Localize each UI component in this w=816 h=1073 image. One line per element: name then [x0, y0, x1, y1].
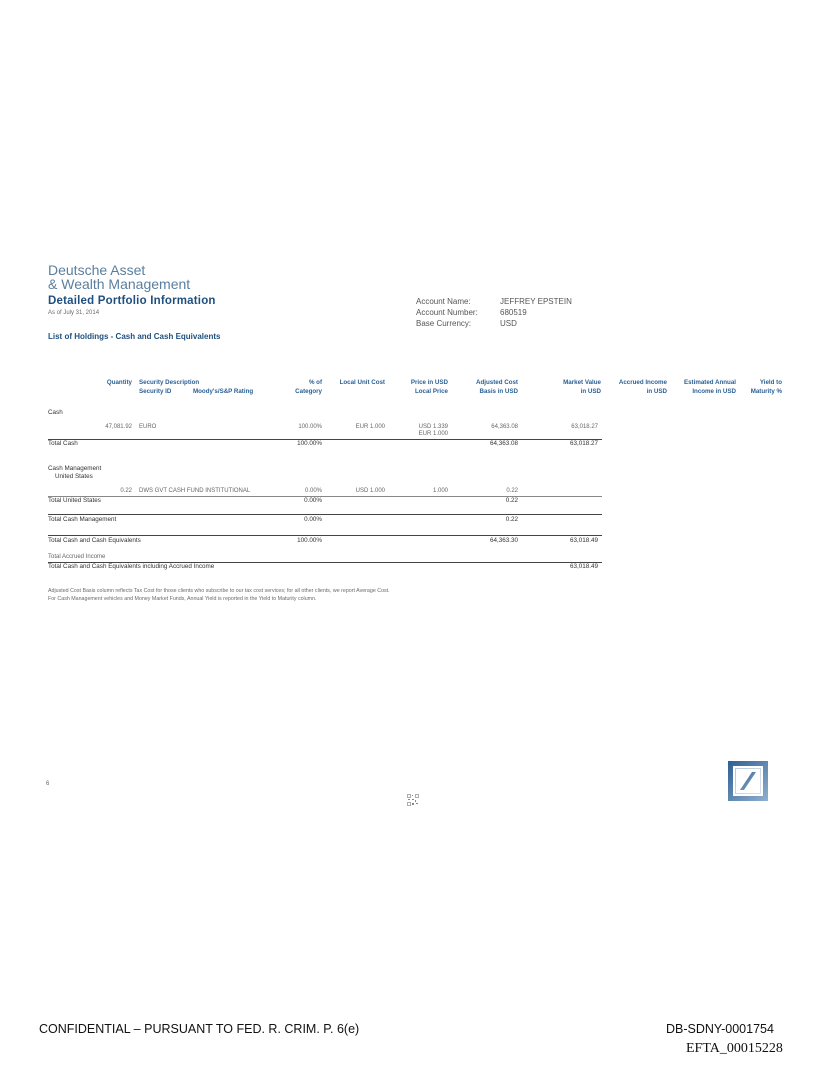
- subsection-united-states: United States: [55, 473, 93, 480]
- header-pct-2: Category: [295, 388, 322, 395]
- rule-total-us: [48, 496, 602, 497]
- total-cash-management-pct: 0.00%: [304, 516, 322, 523]
- bates-number-db: DB-SDNY-0001754: [666, 1022, 774, 1036]
- cell-pct: 100.00%: [298, 424, 322, 430]
- cell-quantity: 47,081.92: [105, 424, 132, 430]
- account-number-label: Account Number:: [416, 308, 478, 317]
- cell-adjusted-cost: 64,363.08: [491, 424, 518, 430]
- brand-line-1: Deutsche Asset: [48, 262, 146, 278]
- header-security-id: Security ID: [139, 388, 172, 395]
- total-cash-adjusted: 64,363.08: [489, 440, 518, 447]
- grand-total-adjusted: 64,363.30: [489, 537, 518, 544]
- header-local-unit-cost: Local Unit Cost: [339, 379, 385, 386]
- account-number-value: 680519: [500, 308, 527, 317]
- qr-code-icon: [407, 793, 419, 805]
- header-security-description: Security Description: [139, 379, 200, 386]
- header-adjusted-cost: Adjusted Cost: [476, 379, 518, 386]
- cell-pct: 0.00%: [304, 488, 322, 494]
- total-cash-management-adjusted: 0.22: [505, 516, 518, 523]
- brand-logotype: [48, 263, 190, 291]
- cell-quantity: 0.22: [120, 488, 132, 494]
- base-currency-label: Base Currency:: [416, 319, 472, 328]
- footnote-adjusted-cost: Adjusted Cost Basis column reflects Tax Cost for those clients who subscribe to our tax cost services; for all other clients, we report Average Cost.: [48, 588, 390, 594]
- total-us-adjusted: 0.22: [505, 497, 518, 504]
- total-us-label: Total United States: [48, 497, 101, 504]
- header-accrued-income: Accrued Income: [618, 379, 667, 386]
- rule-total-cash: [48, 439, 602, 440]
- cell-local-price: EUR 1.000: [418, 431, 448, 437]
- grand-total-label: Total Cash and Cash Equivalents: [48, 537, 141, 544]
- cell-description: EURO: [139, 424, 157, 430]
- cell-local-unit-cost: USD 1.000: [355, 488, 385, 494]
- cell-local-unit-cost: EUR 1.000: [355, 424, 385, 430]
- as-of-date: As of July 31, 2014: [48, 310, 100, 316]
- cell-description: DWS GVT CASH FUND INSTITUTIONAL: [139, 488, 251, 494]
- account-name-label: Account Name:: [416, 297, 471, 306]
- header-local-price: Local Price: [414, 388, 448, 395]
- header-est-annual: Estimated Annual: [683, 379, 736, 386]
- accrued-income-label: Total Accrued Income: [48, 554, 106, 560]
- account-name-value: JEFFREY EPSTEIN: [500, 297, 572, 306]
- header-rating: Moody's/S&P Rating: [193, 388, 254, 395]
- total-cash-label: Total Cash: [48, 440, 78, 447]
- header-pct-1: % of: [308, 379, 322, 386]
- header-income-usd: Income in USD: [692, 388, 736, 395]
- list-title: List of Holdings - Cash and Cash Equivalents: [48, 332, 221, 341]
- account-info: [416, 296, 572, 329]
- cell-market-value: 63,018.27: [571, 424, 598, 430]
- cell-price: 1.000: [432, 488, 448, 494]
- page-number: 6: [46, 781, 50, 787]
- cell-adjusted-cost: 0.22: [506, 488, 518, 494]
- header-quantity: Quantity: [106, 379, 132, 386]
- rule-grand-total: [48, 535, 602, 536]
- footnote-cash-management: For Cash Management vehicles and Money Market Funds, Annual Yield is reported in the Yield to Maturity column.: [48, 596, 317, 602]
- header-basis-usd: Basis in USD: [479, 388, 518, 395]
- header-yield-to: Yield to: [759, 379, 782, 386]
- total-us-pct: 0.00%: [304, 497, 322, 504]
- page-title: Detailed Portfolio Information: [48, 295, 216, 307]
- header-maturity: Maturity %: [750, 388, 782, 395]
- header-market-value: Market Value: [563, 379, 601, 386]
- base-currency-value: USD: [500, 319, 517, 328]
- cell-price-usd: USD 1.339: [418, 424, 448, 430]
- including-accrued-label: Total Cash and Cash Equivalents including Accrued Income: [48, 563, 215, 570]
- confidential-notice: CONFIDENTIAL – PURSUANT TO FED. R. CRIM. P. 6(e): [39, 1022, 360, 1036]
- header-price-usd: Price in USD: [410, 379, 448, 386]
- grand-total-pct: 100.00%: [297, 537, 322, 544]
- rule-total-cash-management: [48, 514, 602, 515]
- total-cash-market: 63,018.27: [569, 440, 598, 447]
- section-cash: Cash: [48, 409, 63, 416]
- total-cash-management-label: Total Cash Management: [48, 516, 117, 523]
- header-market-value-usd: in USD: [580, 388, 601, 395]
- bates-number-efta: EFTA_00015228: [686, 1041, 783, 1056]
- section-cash-management: Cash Management: [48, 465, 102, 472]
- including-accrued-market: 63,018.49: [569, 563, 598, 570]
- brand-line-2: & Wealth Management: [48, 276, 191, 292]
- deutsche-bank-logo-icon: [728, 761, 768, 801]
- header-accrued-income-usd: in USD: [646, 388, 667, 395]
- total-cash-pct: 100.00%: [297, 440, 322, 447]
- grand-total-market: 63,018.49: [569, 537, 598, 544]
